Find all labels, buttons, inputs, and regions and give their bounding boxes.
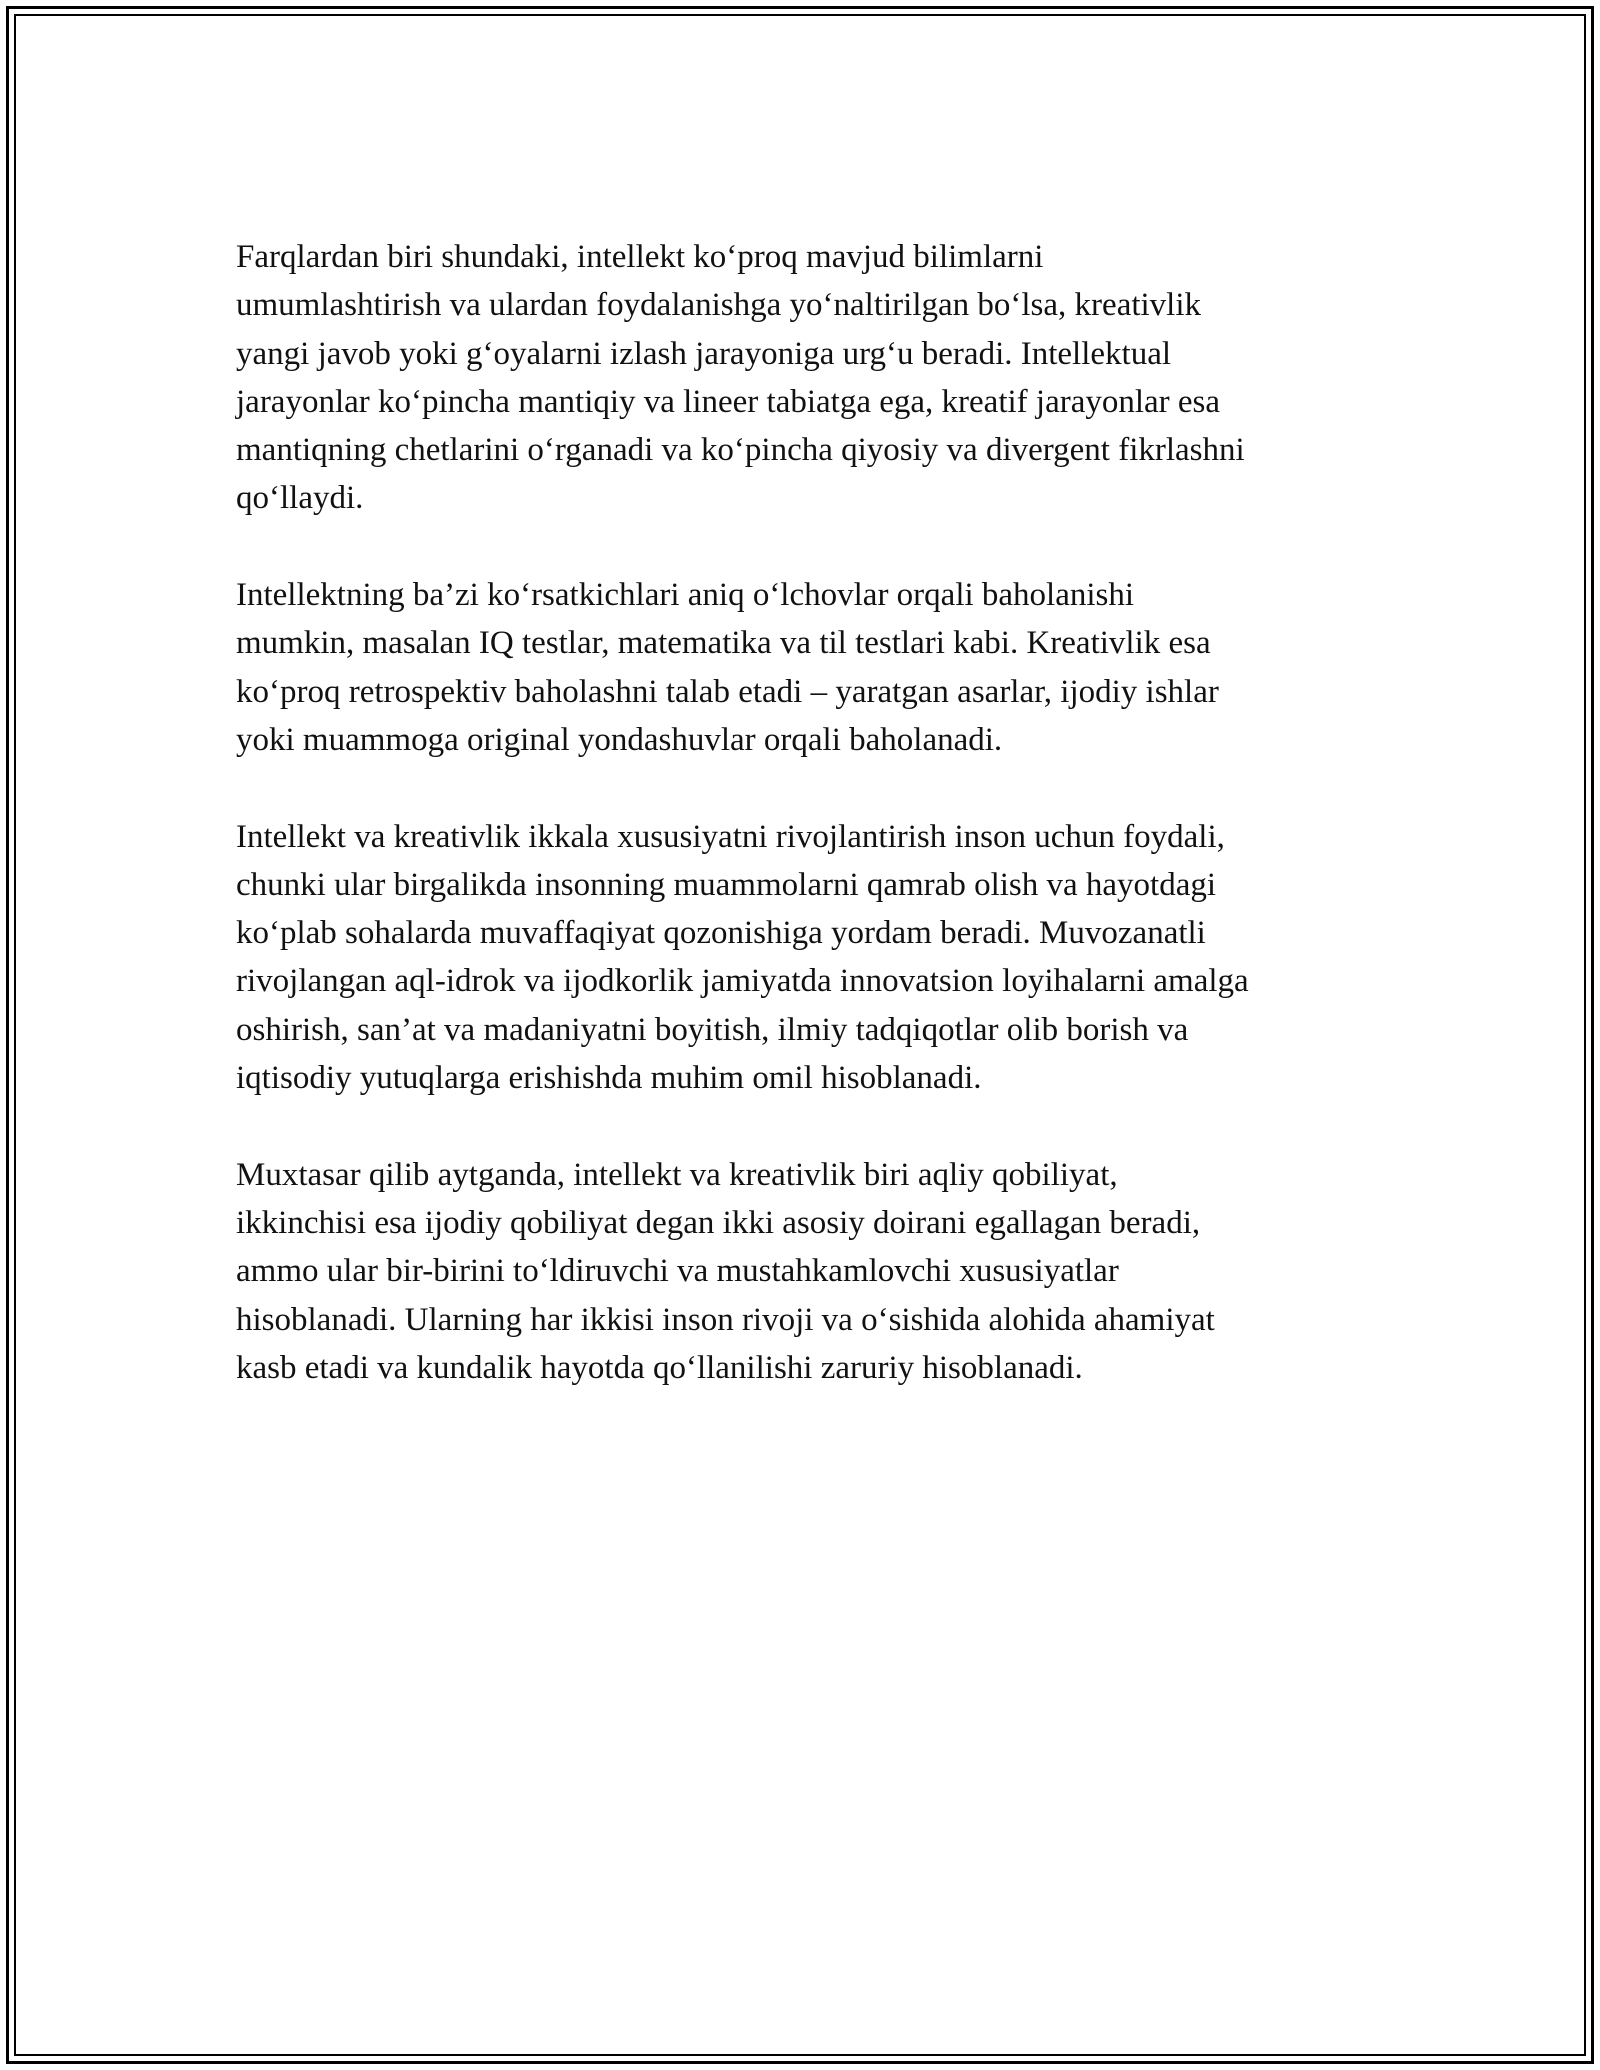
paragraph-2: Intellektning ba’zi ko‘rsatkichlari aniq o‘lchovlar orqali baholanishi mumkin, masalan IQ testlar, matematika va til testlari kabi. Kreativlik esa ko‘proq retrospektiv baholashni talab etadi – yaratgan asarlar, ijodiy ishlar yoki muammoga original yondashuvlar orqali baholanadi. [236, 577, 1219, 758]
paragraph-1: Farqlardan biri shundaki, intellekt ko‘proq mavjud bilimlarni umumlashtirish va ulardan foydalanishga yo‘naltirilgan bo‘lsa, kreativlik yangi javob yoki g‘oyalarni izlash jarayoniga urg‘u beradi. Intellektual jarayonlar ko‘pincha mantiqiy va lineer tabiatga ega, kreatif jarayonlar esa mantiqning chetlarini o‘rganadi va ko‘pincha qiyosiy va divergent fikrlashni qo‘llaydi. [236, 239, 1245, 517]
paragraph-4: Muxtasar qilib aytganda, intellekt va kreativlik biri aqliy qobiliyat, ikkinchisi esa ijodiy qobiliyat degan ikki asosiy doirani egallagan beradi, ammo ular bir-birini to‘ldiruvchi va mustahkamlovchi xususiyatlar hisoblanadi. Ularning har ikkisi inson rivoji va o‘sishida alohida ahamiyat kasb etadi va kundalik hayotda qo‘llanilishi zaruriy hisoblanadi. [236, 1156, 1215, 1386]
paragraph-3: Intellekt va kreativlik ikkala xususiyatni rivojlantirish inson uchun foydali, chunki ular birgalikda insonning muammolarni qamrab olish va hayotdagi ko‘plab sohalarda muvaffaqiyat qozonishiga yordam beradi. Muvozanatli rivojlangan aql-idrok va ijodkorlik jamiyatda innovatsion loyihalarni amalga oshirish, san’at va madaniyatni boyitish, ilmiy tadqiqotlar olib borish va iqtisodiy yutuqlarga erishishda muhim omil hisoblanadi. [236, 818, 1249, 1097]
document-body [236, 233, 1376, 1440]
